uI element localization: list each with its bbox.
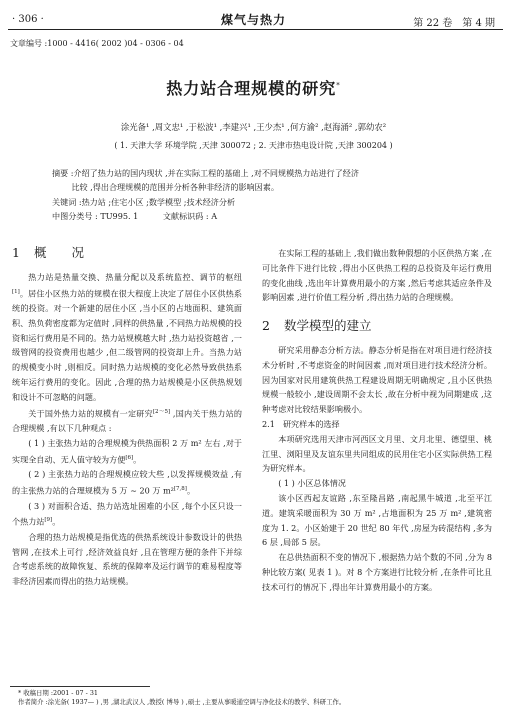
viewpoint-2-text: ( 2 ) 主张热力站的合理规模应较大些 ,以发挥规模效益 ,有的主张热力站的合理规模为 5 万 ~ 20 万 m² — [12, 469, 242, 496]
s1p1-rest: 。居住小区热力站的规模在很大程度上决定了居住小区供热系统的投资。对一个新建的居住小区 ,当小区的占地面积、建筑面积、热负荷密度都为定值时 ,同样的供热量 ,不同热力站规模的投资和运行费用是不同的。热力站规模越大时 ,热力站投资越省 ,一级管网的投资费用也越少 ,但二级管网的投资却上升。当热力站的规模变小时 ,则相反。同时热力站规模的变化必然导致供热系统年运行费用的变化。因此 ,合理的热力站规模是小区供热规划和设计不可忽略的问题。 — [12, 288, 242, 402]
viewpoint-1-end: 。 — [133, 454, 142, 465]
header-rule — [8, 29, 503, 30]
abstract-line-2: 比较 ,得出合理规模的范围并分析各种非经济的影响因素。 — [71, 182, 279, 193]
page-number: · 306 · — [12, 14, 44, 25]
paper-title-text: 热力站合理规模的研究 — [166, 79, 337, 98]
author-list: 涂光备¹ ,周文忠¹ ,于松波¹ ,李建兴¹ ,王少杰¹ ,何方渝² ,赵海涌² ,郭幼农² — [120, 122, 387, 132]
subsection-overview-heading: ( 1 ) 小区总体情况 — [278, 478, 346, 489]
right-column — [262, 246, 492, 595]
journal-name: 煤气与热力 — [220, 13, 286, 27]
overview-paragraph: 该小区西起友谊路 ,东至隆昌路 ,南起黑牛城道 ,北至平江道。建筑采暖面积为 30 万 m² ,占地面积为 25 万 m² ,建筑密度为 1. 2。小区始建于 20 世纪 80 年代 ,房屋为砖混结构 ,多为 6 层 ,局部 5 层。 — [262, 492, 492, 548]
right-paragraph-1: 在实际工程的基础上 ,我们做出数种假想的小区供热方案 ,在可比条件下进行比较 ,得出小区供热工程的总投资及年运行费用的变化曲线 ,选出年计算费用最小的方案 ,然后考虑其适应条件及影响因素 ,进行价值工程分析 ,得出热力站的合理规模。 — [262, 248, 492, 303]
subsection-2-1-paragraph: 本项研究选用天津市河西区文月里、文月北里、德望里、桃江里、浏阳里及友谊东里共同组成的民用住宅小区实际供热工程为研究样本。 — [262, 433, 492, 474]
s1p1-text: 热力站是热量交换、热量分配以及系统监控、调节的枢纽 — [28, 271, 242, 282]
abstract-block — [52, 166, 458, 224]
volume-issue: 第 22 卷 第 4 期 — [413, 18, 495, 29]
s1p2-rest: ,国内关于热力站的合理规模 ,有以下几种观点 : — [12, 408, 242, 434]
paper-title — [0, 76, 507, 99]
section-1-number: 1 — [12, 245, 20, 260]
section-2-heading — [262, 319, 492, 334]
section-1-paragraph-1 — [12, 270, 242, 405]
received-date: 收稿日期 :2001 - 07 - 31 — [23, 689, 98, 697]
viewpoint-3 — [12, 499, 242, 530]
citation-1: [1] — [12, 288, 20, 295]
keywords: 关键词 :热力站 ;住宅小区 ;数学模型 ;技术经济分析 — [52, 196, 236, 207]
citation-2-5: [2～5] — [152, 408, 171, 415]
section-2-paragraph-1: 研究采用静态分析方法。静态分析是指在对项目进行经济技术分析时 ,不考虑资金的时间因素 ,而对项目进行技术经济分析。因为国家对民用建筑供热工程建设周期无明确规定 ,且小区供热规模一般较小 ,建设周期不会太长 ,故在分析中视为同期建成 ,这种考虑对比较结果影响极小。 — [262, 344, 492, 415]
article-number: 文章编号 :1000 - 4416( 2002 )04 - 0306 - 04 — [10, 39, 184, 48]
viewpoint-1-text: ( 1 ) 主张热力站的合理规模为供热面积 2 万 m² 左右 ,对于实现全自动、无人值守较为方便 — [12, 437, 242, 465]
viewpoint-3-end: 。 — [52, 516, 61, 527]
citation-6: [6] — [125, 454, 134, 461]
footnote-author: 作者简介 :涂光备( 1937— ) ,男 ,湖北武汉人 ,教授( 博导 ) ,硕士 ,主要从事暖通空调与净化技术的教学、科研工作。 — [18, 698, 346, 706]
left-column — [12, 246, 242, 589]
section-2-number: 2 — [262, 318, 270, 334]
section-1-title: 概 况 — [34, 245, 85, 260]
footnote-rule — [10, 686, 150, 687]
viewpoint-2-end: 。 — [186, 485, 196, 496]
subsection-2-1-heading: 2.1 研究样本的选择 — [262, 418, 340, 429]
title-footnote-mark: * — [336, 81, 341, 90]
citation-7-8: [7,8] — [173, 486, 187, 493]
citation-9: [9] — [44, 517, 53, 524]
s1p2-text: 关于国外热力站的规模有一定研究 — [28, 408, 153, 419]
abstract-line-1: 摘要 :介绍了热力站的国内现状 ,并在实际工程的基础上 ,对不同规模热力站进行了经济 — [52, 168, 359, 178]
clc-number: 中图分类号 : TU995. 1 — [52, 211, 139, 222]
viewpoint-1 — [12, 436, 242, 467]
affiliations: ( 1. 天津大学 环境学院 ,天津 300072 ; 2. 天津市热电设计院 ,天津 300204 ) — [114, 141, 393, 150]
scheme-paragraph: 在总供热面积不变的情况下 ,根据热力站个数的不同 ,分为 8 种比较方案( 见表 1 )。对 8 个方案进行比较分析 ,在条件可比且技术可行的情况下 ,得出年计算费用最小的方案。 — [262, 552, 492, 592]
classification-line — [52, 209, 458, 223]
footnote-received — [18, 689, 498, 698]
viewpoint-2 — [12, 467, 242, 498]
section-1-paragraph-2 — [12, 405, 242, 436]
footnote-mark: * — [18, 689, 22, 697]
section-1-paragraph-3: 合理的热力站规模是指优选的供热系统设计参数设计的供热管网 ,在技术上可行 ,经济效益良好 ,且在管理方便的条件下并综合考虑系统的故障恢复、系统的保障率及运行调节的难易程度等非经济因素而得出的热力站规模。 — [12, 531, 242, 587]
viewpoint-3-text: ( 3 ) 对面积合适、热力站选址困难的小区 ,每个小区只设一个热力站 — [12, 500, 242, 527]
section-1-heading — [12, 246, 242, 261]
section-2-title: 数学模型的建立 — [284, 318, 372, 334]
page-number-value: 306 — [18, 14, 38, 25]
document-code: 文献标识码 : A — [162, 211, 218, 222]
